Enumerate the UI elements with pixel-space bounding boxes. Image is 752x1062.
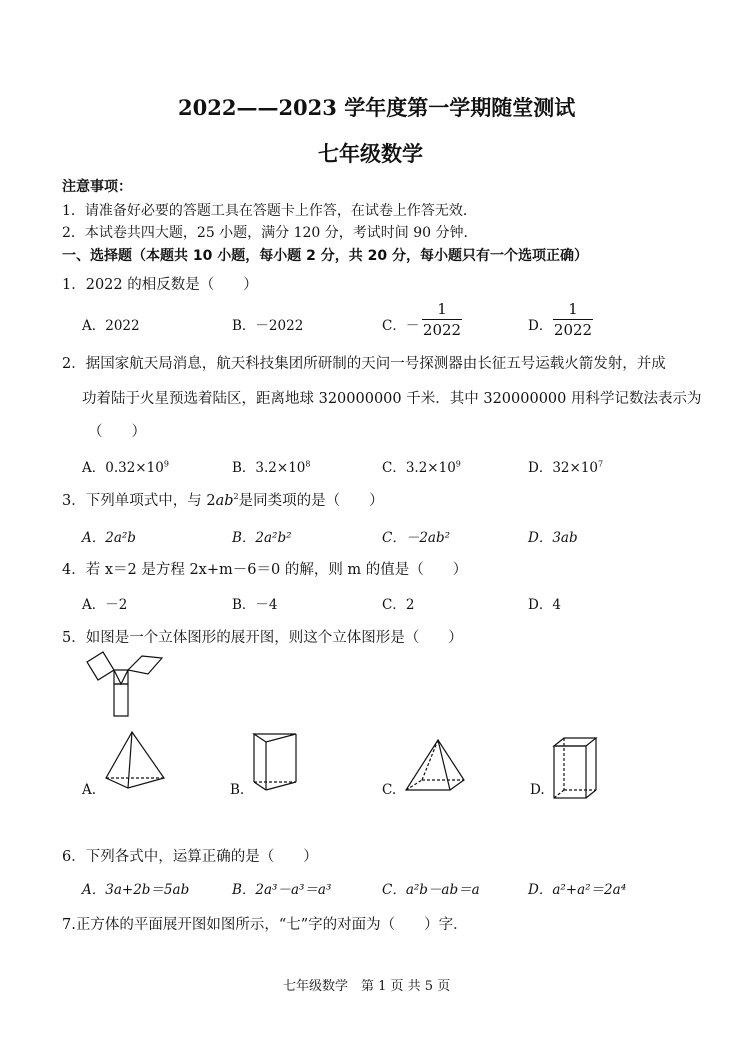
- q1-d-numerator: 1: [568, 300, 578, 318]
- q5-option-d-label: D.: [530, 782, 545, 798]
- q5-option-b-label: B.: [230, 782, 245, 798]
- section-1-heading: 一、选择题（本题共 10 小题，每小题 2 分，共 20 分，每小题只有一个选项正确）: [62, 248, 588, 264]
- q1-d-denominator: 2022: [553, 321, 593, 339]
- q2-option-c: C．$3.2\times 10^9$: [382, 459, 461, 476]
- q4-option-c: C．2: [382, 597, 415, 613]
- q5-option-a-label: A.: [82, 782, 97, 798]
- q6-option-c: C．a²b－ab＝a: [382, 882, 480, 898]
- q5-option-a-figure: [104, 732, 166, 790]
- q4-option-d: D．4: [528, 597, 561, 613]
- q1-stem: 1．2022 的相反数是（ ）: [62, 277, 258, 293]
- q1-c-numerator: 1: [437, 300, 447, 318]
- q2-stem-line-1: 2．据国家航天局消息，航天科技集团所研制的天问一号探测器由长征五号运载火箭发射，并成: [62, 356, 666, 372]
- q5-option-c-figure: [404, 740, 466, 794]
- q7-stem: 7.正方体的平面展开图如图所示，“七”字的对面为（ ）字．: [62, 917, 468, 933]
- q2-stem-line-2: 功着陆于火星预选着陆区，距离地球 320000000 千米．其中 320000000 用科学记数法表示为: [82, 391, 702, 407]
- q5-option-c-label: C.: [382, 782, 397, 798]
- q1-option-c-fraction: [422, 300, 462, 339]
- q2-option-a: A．$0.32\times 10^9$: [82, 459, 169, 476]
- q5-option-d-figure: [552, 736, 600, 800]
- notice-heading: 注意事项：: [62, 179, 132, 195]
- exam-title: 2022——2023 学年度第一学期随堂测试: [178, 95, 576, 120]
- q3-stem: 3．下列单项式中，与 $2ab^2$是同类项的是（ ）: [62, 492, 384, 509]
- q1-c-denominator: 2022: [422, 321, 462, 339]
- q3-option-b: B．2a²b²: [232, 530, 292, 546]
- fraction-bar: [422, 319, 462, 320]
- q3-option-d: D．3ab: [528, 530, 578, 546]
- exam-subtitle: 七年级数学: [318, 141, 423, 166]
- q1-option-c-prefix: C．－: [382, 318, 420, 334]
- page-footer: 七年级数学 第 1 页 共 5 页: [283, 979, 451, 994]
- q1-option-b: B．－2022: [232, 318, 304, 334]
- q4-option-a: A．－2: [82, 597, 128, 613]
- notice-item-2: 2．本试卷共四大题，25 小题，满分 120 分，考试时间 90 分钟．: [62, 225, 478, 241]
- q1-option-d-fraction: [553, 300, 593, 339]
- q6-stem: 6．下列各式中，运算正确的是（ ）: [62, 849, 318, 865]
- q5-net-figure: [80, 652, 170, 724]
- q3-option-a: A．2a²b: [82, 530, 136, 546]
- q1-option-d-prefix: D．: [528, 318, 553, 334]
- q6-option-b: B．2a³－a³＝a³: [232, 882, 332, 898]
- notice-item-1: 1．请准备好必要的答题工具在答题卡上作答，在试卷上作答无效．: [62, 203, 477, 219]
- q4-stem: 4．若 x＝2 是方程 2x+m－6＝0 的解，则 m 的值是（ ）: [62, 562, 468, 578]
- q3-option-c: C．－2ab²: [382, 530, 451, 546]
- q2-option-b: B．$3.2\times 10^8$: [232, 459, 311, 476]
- fraction-bar: [553, 319, 593, 320]
- q5-option-b-figure: [252, 732, 300, 792]
- q5-stem: 5．如图是一个立体图形的展开图，则这个立体图形是（ ）: [62, 630, 463, 646]
- q6-option-a: A．3a+2b＝5ab: [82, 882, 190, 898]
- q2-option-d: D．$32\times 10^7$: [528, 459, 604, 476]
- q2-stem-line-3: （ ）: [88, 424, 146, 440]
- q6-option-d: D．a²+a²＝2a⁴: [528, 882, 627, 898]
- q4-option-b: B．－4: [232, 597, 278, 613]
- q1-option-a: A．2022: [82, 318, 140, 334]
